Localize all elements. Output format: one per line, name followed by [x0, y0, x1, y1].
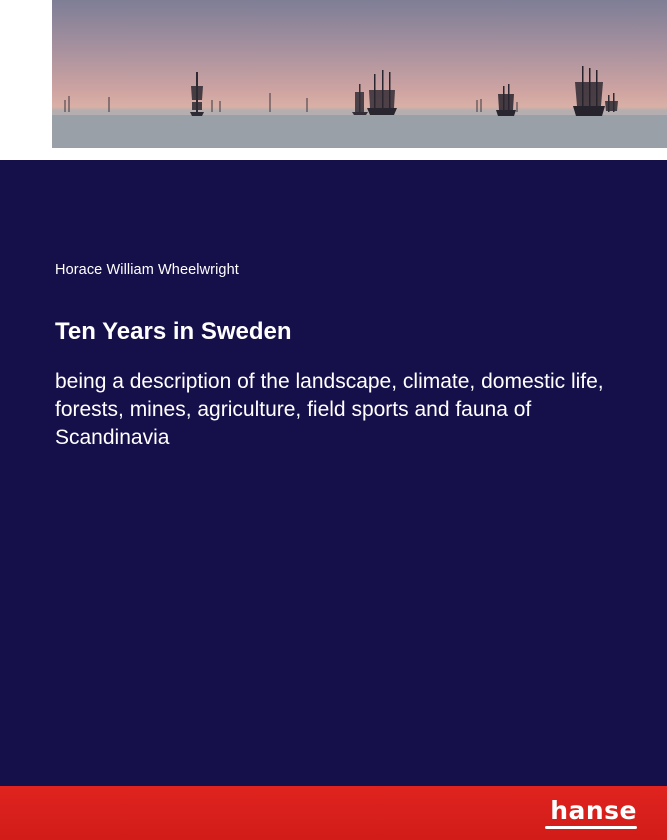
publisher-logo-swoosh [545, 826, 637, 829]
author-name: Horace William Wheelwright [55, 262, 239, 278]
cover-photo-tall-ships [52, 0, 667, 148]
publisher-logo: hanse [550, 796, 637, 825]
sailing-ships-illustration [52, 0, 667, 148]
book-title: Ten Years in Sweden [55, 318, 292, 345]
cover-body [0, 160, 667, 786]
book-subtitle: being a description of the landscape, climate, domestic life, forests, mines, agriculture, field sports and fauna of Scandinavia [55, 370, 604, 449]
